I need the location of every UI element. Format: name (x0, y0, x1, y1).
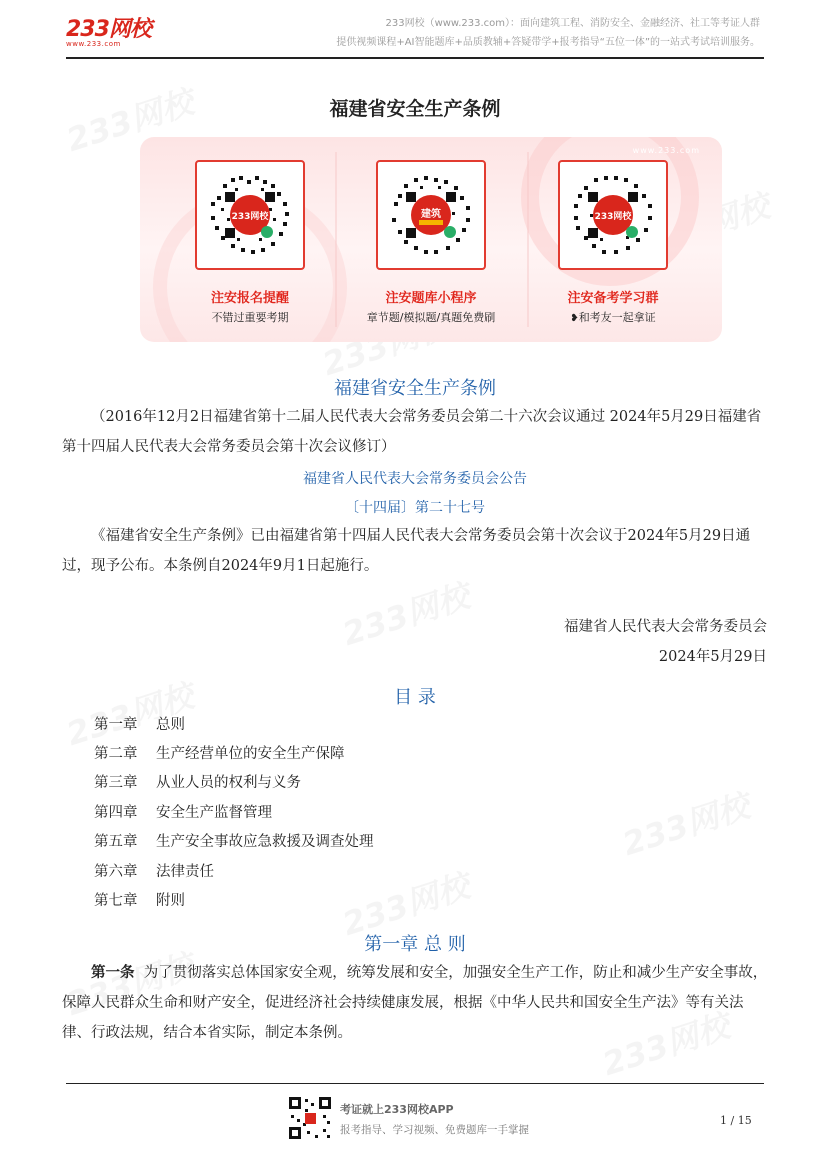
brand-logo[interactable] (66, 12, 166, 46)
card-title: 注安备考学习群 (567, 291, 659, 306)
toc-chapter-name: 从业人员的权利与义务 (156, 775, 301, 791)
article-label: 第一条 (91, 964, 135, 981)
toc-chapter-name: 附则 (156, 893, 185, 909)
toc-chapter-number: 第一章 (94, 717, 138, 733)
toc-chapter-name: 法律责任 (156, 864, 214, 880)
card-subtitle (538, 309, 688, 325)
law-adoption-note: （2016年12月2日福建省第十二届人民代表大会常务委员会第二十六次会议通过 2024年5月29日福建省第十四届人民代表大会常务委员会第十次会议修订） (62, 409, 762, 455)
announcement-number: 〔十四届〕第二十七号 (345, 500, 485, 516)
svg-text:233网校: 233网校 (594, 212, 632, 222)
toc-chapter-name: 总则 (156, 717, 185, 733)
card-subtitle: 不错过重要考期 (211, 311, 289, 324)
svg-text:建筑: 建筑 (421, 209, 441, 220)
svg-text:233网校: 233网校 (231, 212, 269, 222)
header-tagline (290, 14, 760, 52)
toc-chapter-name: 安全生产监督管理 (156, 805, 272, 821)
toc-chapter-number: 第四章 (94, 805, 138, 821)
watermark (336, 571, 475, 655)
toc-item[interactable] (94, 768, 301, 798)
header-line-1: 233网校（www.233.com）：面向建筑工程、消防安全、金融经济、社工等考证人群 (385, 18, 760, 29)
announcement-signer: 福建省人民代表大会常务委员会 (564, 619, 767, 635)
toc-title: 目 录 (394, 687, 436, 708)
document-title: 福建省安全生产条例 (329, 98, 501, 120)
qr-code-icon (388, 172, 474, 258)
toc-item[interactable] (94, 827, 374, 857)
header-line-2: 提供视频课程+AI智能题库+品质教辅+答疑带学+报考指导“五位一体”的一站式考试培训服务。 (336, 37, 760, 48)
qr-code-question-bank[interactable] (376, 160, 486, 270)
article-text: 为了贯彻落实总体国家安全观，统筹发展和安全，加强安全生产工作，防止和减少生产安全事故，保障人民群众生命和财产安全，促进经济社会持续健康发展，根据《中华人民共和国安全生产法》等有关法律、行政法规，结合本省实际，制定本条例。 (62, 965, 768, 1041)
toc-item[interactable] (94, 798, 272, 828)
law-title: 福建省安全生产条例 (334, 378, 496, 399)
card-title: 注安题库小程序 (385, 291, 477, 306)
card-title: 注安报名提醒 (210, 291, 289, 306)
bullet-icon: ❥ (570, 313, 579, 324)
announcement-title: 福建省人民代表大会常务委员会公告 (303, 471, 527, 487)
header-divider (66, 57, 764, 59)
promo-banner (140, 137, 722, 342)
toc-chapter-number: 第二章 (94, 746, 138, 762)
toc-chapter-number: 第三章 (94, 775, 138, 791)
banner-url: www.233.com (632, 146, 700, 155)
toc-chapter-number: 第五章 (94, 834, 138, 850)
card-subtitle: 章节题/模拟题/真题免费刷 (366, 311, 496, 324)
logo-text: 233网校 (66, 17, 151, 42)
watermark (616, 781, 755, 865)
page-number: 1 / 15 (720, 1114, 752, 1127)
app-qr-code-icon[interactable] (287, 1095, 333, 1141)
qr-code-icon (207, 172, 293, 258)
footer-app-slogan: 考证就上233网校APP (340, 1103, 454, 1116)
toc-item[interactable] (94, 739, 345, 769)
card-subtitle-text: 和考友一起拿证 (578, 311, 656, 324)
announcement-body: 《福建省安全生产条例》已由福建省第十四届人民代表大会常务委员会第十次会议于2024年5月29日通过，现予公布。本条例自2024年9月1日起施行。 (62, 528, 751, 574)
toc-chapter-number: 第七章 (94, 893, 138, 909)
toc-item[interactable] (94, 886, 185, 916)
toc-item[interactable] (94, 857, 214, 887)
article-1 (62, 958, 768, 1048)
chapter-title: 第一章 总 则 (364, 934, 466, 955)
footer-divider (66, 1083, 764, 1084)
toc-chapter-number: 第六章 (94, 864, 138, 880)
footer-app-desc: 报考指导、学习视频、免费题库一手掌握 (340, 1124, 529, 1136)
toc-chapter-name: 生产经营单位的安全生产保障 (156, 746, 345, 762)
announcement-date: 2024年5月29日 (658, 649, 767, 665)
qr-code-icon (570, 172, 656, 258)
qr-code-reminder[interactable] (195, 160, 305, 270)
toc-item[interactable] (94, 710, 185, 740)
logo-url: www.233.com (66, 40, 121, 48)
toc-chapter-name: 生产安全事故应急救援及调查处理 (156, 834, 374, 850)
qr-code-study-group[interactable] (558, 160, 668, 270)
